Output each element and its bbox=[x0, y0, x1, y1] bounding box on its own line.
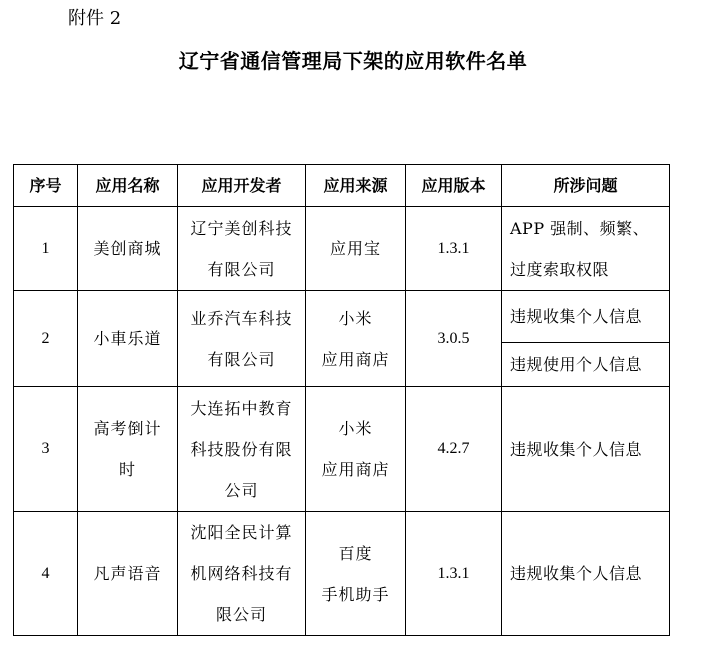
row-index: 3 bbox=[14, 387, 78, 512]
table-row bbox=[14, 207, 670, 291]
developer-cell bbox=[178, 512, 306, 636]
developer-cell bbox=[178, 387, 306, 512]
source-line: 手机助手 bbox=[321, 584, 390, 604]
header-app-name: 应用名称 bbox=[78, 165, 178, 207]
issue-line: APP 强制、频繁、 bbox=[510, 218, 650, 238]
source-line: 应用商店 bbox=[321, 349, 390, 369]
issue-line: 违规收集个人信息 bbox=[510, 564, 643, 583]
app-name-cell bbox=[78, 207, 178, 291]
row-index: 4 bbox=[14, 512, 78, 636]
developer-line: 科技股份有限 bbox=[190, 439, 293, 459]
issue-cell bbox=[502, 343, 670, 387]
app-version: 1.3.1 bbox=[406, 512, 502, 636]
table-header-row bbox=[14, 165, 670, 207]
app-name: 小車乐道 bbox=[93, 329, 162, 348]
app-name-line: 高考倒计 bbox=[93, 419, 162, 438]
header-issue: 所涉问题 bbox=[502, 165, 670, 207]
issue-line: 过度索取权限 bbox=[510, 259, 610, 279]
issue-line: 违规使用个人信息 bbox=[510, 355, 643, 374]
source-line: 小米 bbox=[338, 308, 373, 328]
header-developer: 应用开发者 bbox=[178, 165, 306, 207]
source-line: 应用商店 bbox=[321, 460, 390, 479]
developer-line: 沈阳全民计算 bbox=[190, 523, 293, 542]
document-title: 辽宁省通信管理局下架的应用软件名单 bbox=[178, 49, 528, 73]
table-row bbox=[14, 291, 670, 343]
app-version: 4.2.7 bbox=[406, 387, 502, 512]
developer-line: 机网络科技有 bbox=[190, 564, 293, 583]
table-row bbox=[14, 387, 670, 512]
app-version: 1.3.1 bbox=[406, 207, 502, 291]
app-name-cell bbox=[78, 512, 178, 636]
source-line: 百度 bbox=[338, 543, 373, 563]
issue-line: 违规收集个人信息 bbox=[510, 307, 643, 326]
app-name-cell bbox=[78, 291, 178, 387]
app-removal-table bbox=[13, 164, 670, 636]
developer-cell bbox=[178, 291, 306, 387]
source-cell bbox=[306, 207, 406, 291]
developer-line: 限公司 bbox=[215, 605, 267, 624]
issue-cell bbox=[502, 207, 670, 291]
app-name: 美创商城 bbox=[93, 239, 162, 258]
source-cell bbox=[306, 291, 406, 387]
table-row bbox=[14, 512, 670, 636]
app-name: 凡声语音 bbox=[93, 564, 162, 583]
issue-cell bbox=[502, 387, 670, 512]
row-index: 1 bbox=[14, 207, 78, 291]
issue-cell bbox=[502, 291, 670, 343]
header-source: 应用来源 bbox=[306, 165, 406, 207]
annex-label: 附件 2 bbox=[68, 8, 122, 29]
developer-line: 大连拓中教育 bbox=[190, 398, 293, 418]
issue-cell bbox=[502, 512, 670, 636]
source-cell bbox=[306, 512, 406, 636]
developer-line: 公司 bbox=[224, 480, 259, 500]
app-version: 3.0.5 bbox=[406, 291, 502, 387]
developer-line: 有限公司 bbox=[207, 259, 276, 279]
app-name-line: 时 bbox=[118, 460, 136, 479]
source-line: 应用宝 bbox=[329, 239, 381, 258]
source-line: 小米 bbox=[338, 419, 373, 438]
developer-line: 业乔汽车科技 bbox=[190, 308, 293, 328]
developer-line: 有限公司 bbox=[207, 349, 276, 369]
developer-line: 辽宁美创科技 bbox=[190, 218, 293, 238]
developer-cell bbox=[178, 207, 306, 291]
header-version: 应用版本 bbox=[406, 165, 502, 207]
header-index: 序号 bbox=[14, 165, 78, 207]
app-name-cell bbox=[78, 387, 178, 512]
source-cell bbox=[306, 387, 406, 512]
row-index: 2 bbox=[14, 291, 78, 387]
issue-line: 违规收集个人信息 bbox=[510, 439, 643, 459]
